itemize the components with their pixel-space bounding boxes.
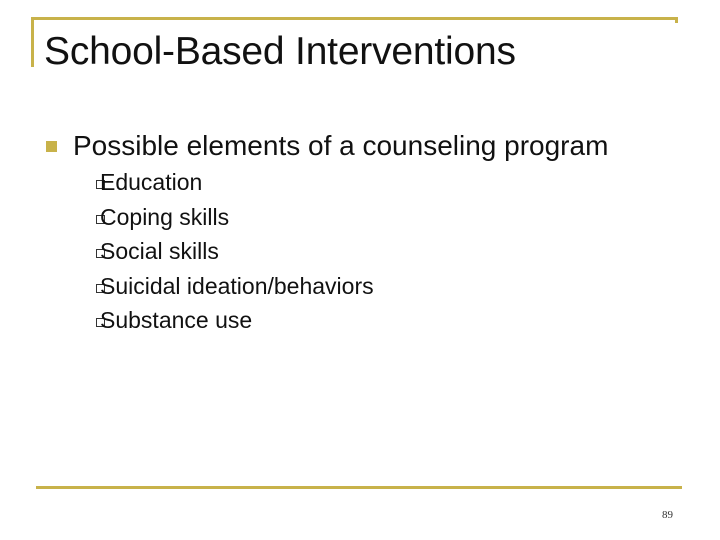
bullet-text: Possible elements of a counseling program: [73, 130, 609, 161]
sub-item-text: Education: [100, 169, 203, 195]
page-number: 89: [662, 509, 673, 521]
sub-item-text: Coping skills: [100, 203, 230, 230]
title-frame-top-rule: [31, 17, 678, 20]
footer-rule: [36, 486, 682, 489]
sub-item-text: Suicidal ideation/behaviors: [100, 272, 374, 299]
title-frame-right-rule: [675, 17, 678, 23]
sub-item-text: Substance use: [100, 307, 253, 333]
slide-title: School-Based Interventions: [44, 30, 516, 73]
title-frame-left-rule: [31, 17, 34, 67]
sub-item-text: Social skills: [100, 238, 219, 264]
square-bullet-icon: [46, 141, 57, 152]
